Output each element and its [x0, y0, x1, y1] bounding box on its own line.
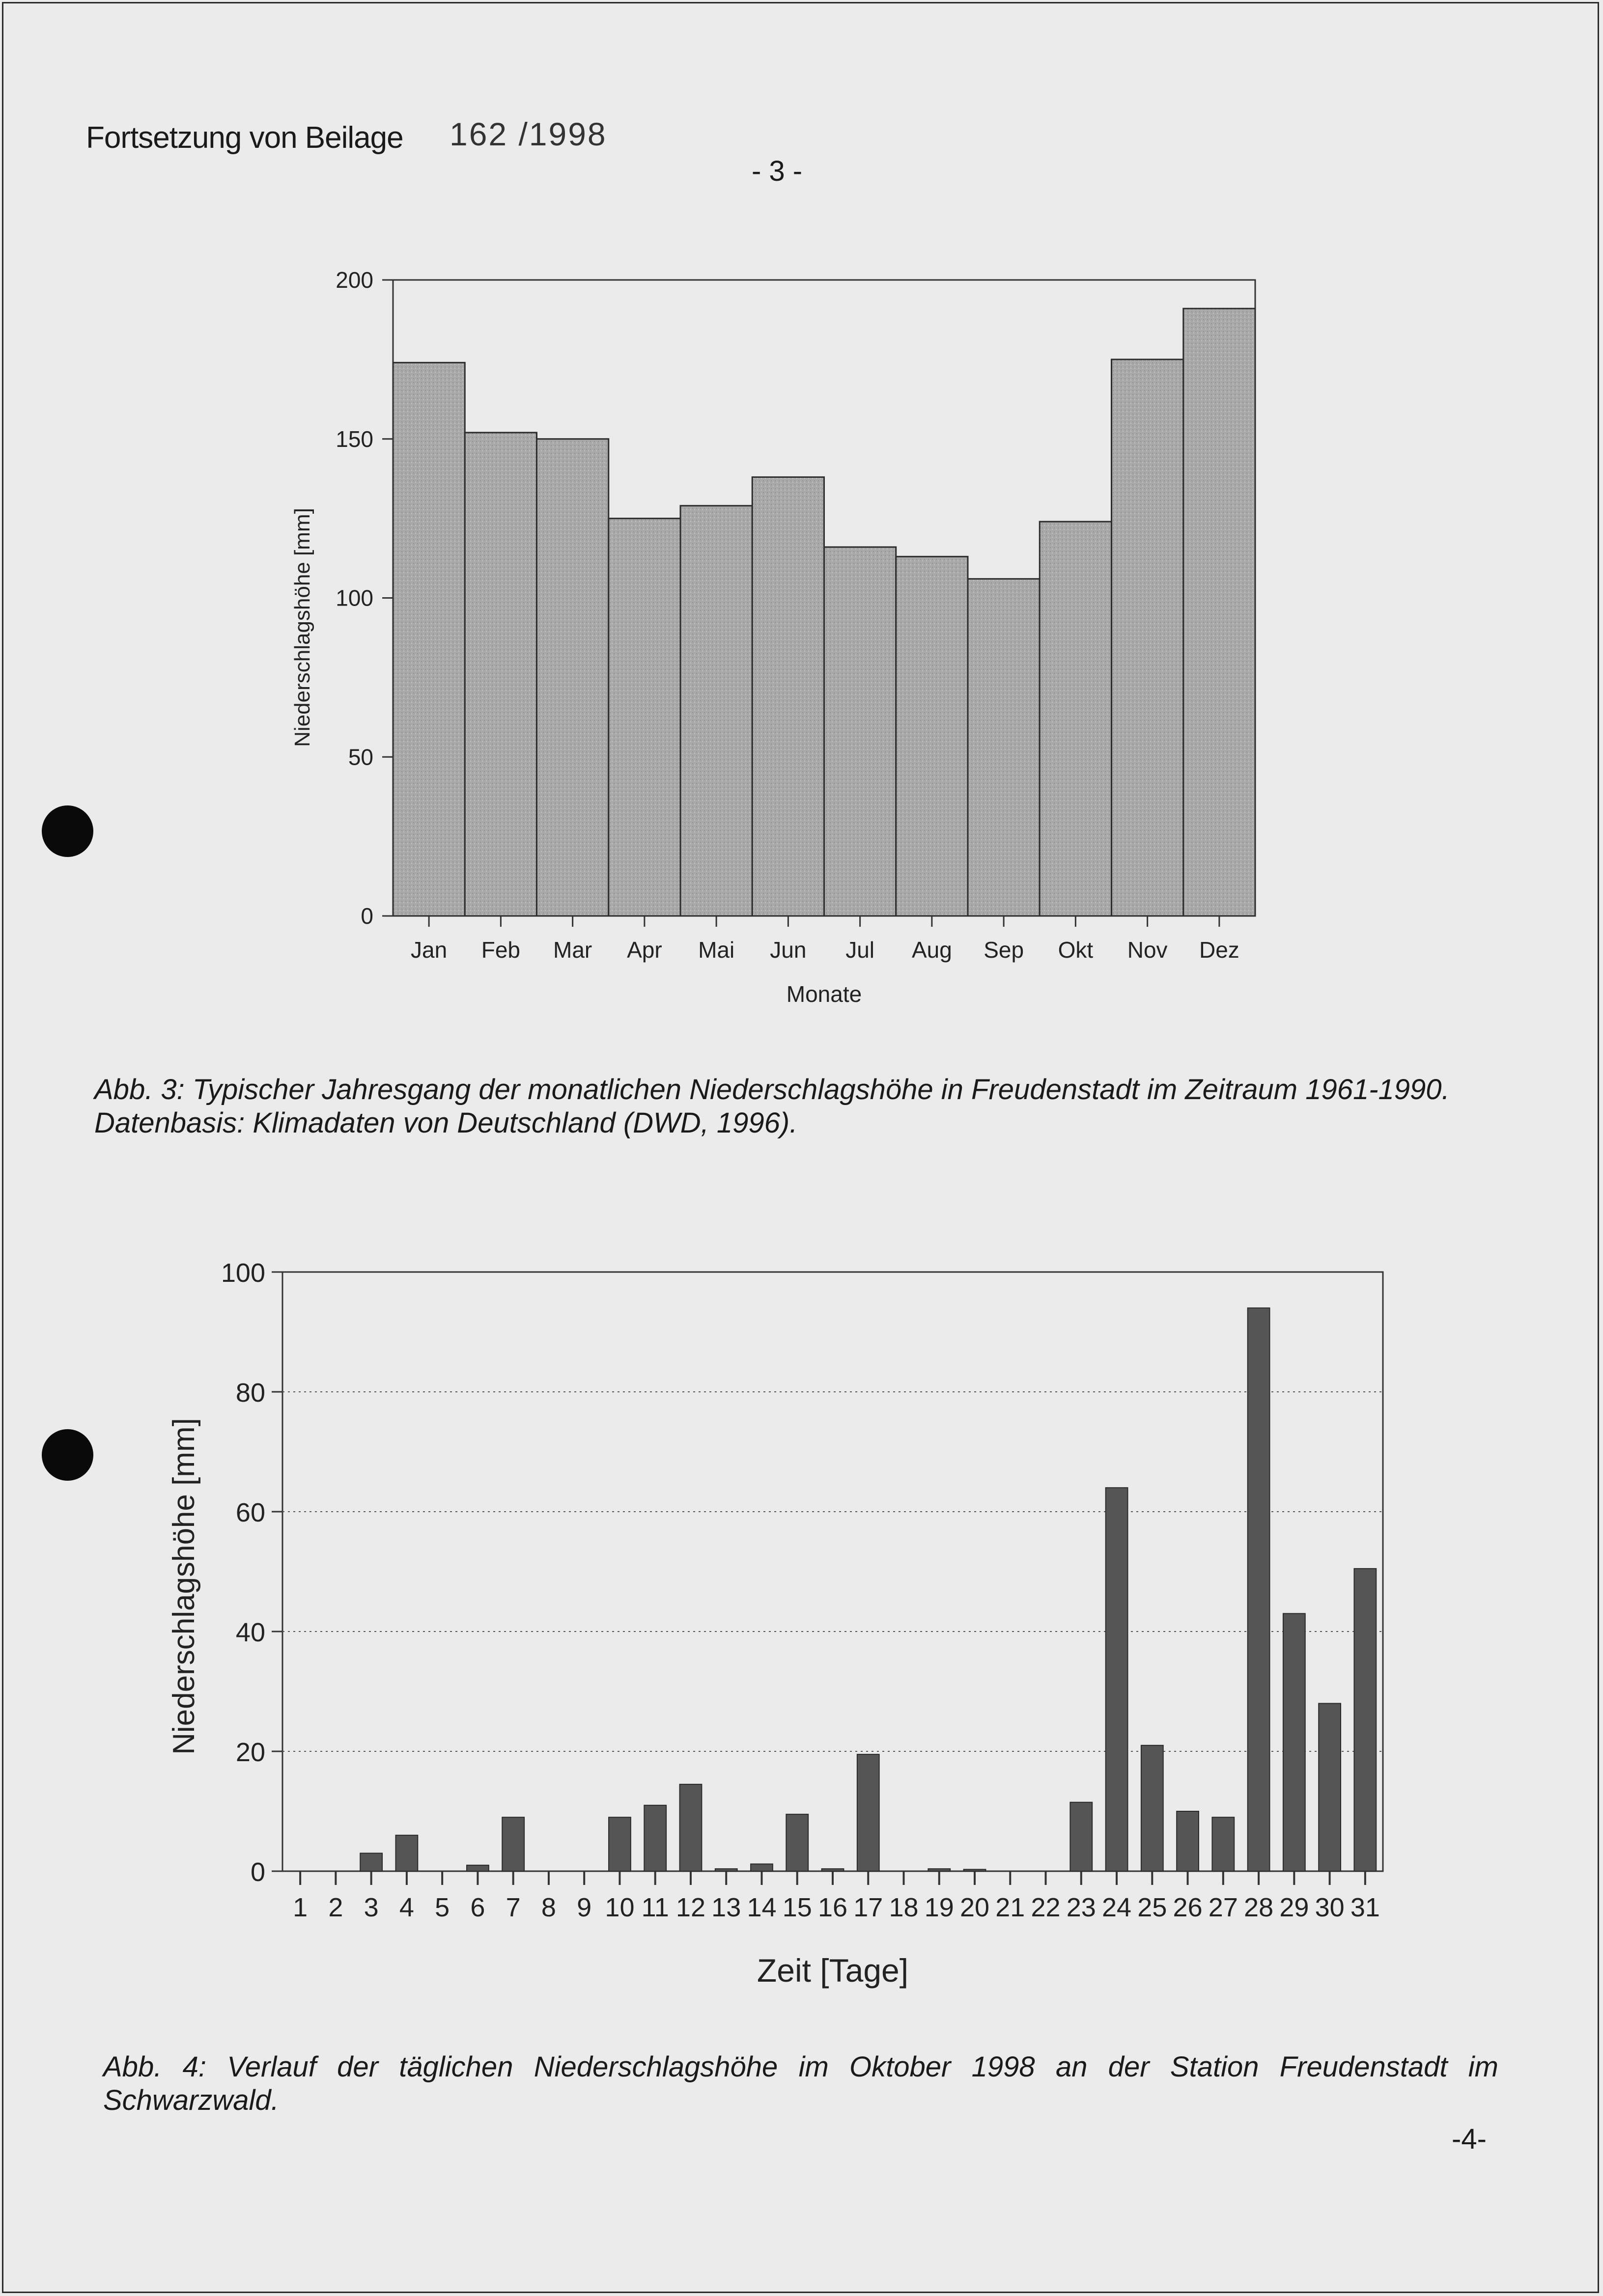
chart1-bar-Jan [393, 362, 465, 916]
chart2-x-tick-label: 10 [605, 1893, 635, 1922]
chart1-x-tick-label: Mai [698, 937, 735, 963]
chart2-bar-day-16 [822, 1869, 844, 1871]
chart1-x-tick-label: Apr [627, 937, 662, 963]
chart2-bar-day-27 [1212, 1817, 1234, 1871]
chart2-bar-day-10 [609, 1817, 631, 1871]
chart1-y-tick-label: 50 [348, 744, 373, 770]
chart2-bar-day-19 [928, 1869, 950, 1871]
chart2-x-tick-label: 4 [399, 1893, 414, 1922]
chart2-x-tick-label: 7 [506, 1893, 521, 1922]
chart1-x-tick-label: Mar [553, 937, 592, 963]
chart2-bar-day-12 [680, 1784, 702, 1871]
chart2-x-tick-label: 18 [889, 1893, 919, 1922]
chart1-y-tick-label: 100 [336, 585, 373, 611]
chart2-y-tick-label: 40 [235, 1618, 265, 1647]
chart2-plot-frame [282, 1272, 1383, 1871]
figure4-caption: Abb. 4: Verlauf der täglichen Niederschlagshöhe im Oktober 1998 an der Station Freudenstadt im Schwarzwald. [103, 2051, 1498, 2116]
chart2-bar-day-26 [1177, 1811, 1199, 1871]
chart2-x-tick-label: 28 [1244, 1893, 1274, 1922]
chart2-y-tick-label: 60 [235, 1498, 265, 1527]
chart2-bar-day-20 [964, 1869, 986, 1871]
chart2-bar-day-13 [715, 1869, 737, 1871]
chart2-bar-day-11 [644, 1805, 666, 1871]
chart2-x-tick-label: 19 [924, 1893, 954, 1922]
chart2-x-tick-label: 27 [1208, 1893, 1238, 1922]
chart2-x-tick-label: 9 [577, 1893, 592, 1922]
chart2-bar-day-14 [751, 1864, 773, 1871]
chart2-x-tick-label: 22 [1031, 1893, 1061, 1922]
chart2-x-tick-label: 24 [1102, 1893, 1132, 1922]
chart2-bar-day-15 [786, 1814, 808, 1871]
chart1-x-tick-label: Nov [1127, 937, 1168, 963]
page-number: - 3 - [752, 155, 803, 187]
chart2-x-tick-label: 14 [747, 1893, 777, 1922]
chart1-bar-Okt [1040, 522, 1111, 916]
chart1-bar-Aug [896, 556, 968, 916]
chart2-bar-day-30 [1319, 1703, 1341, 1871]
chart2-x-tick-label: 8 [541, 1893, 556, 1922]
chart2-x-tick-label: 31 [1350, 1893, 1380, 1922]
chart1-bar-Feb [465, 433, 536, 916]
chart1-y-tick-label: 200 [336, 267, 373, 293]
chart2-bar-day-4 [396, 1835, 418, 1871]
chart2-bar-day-31 [1354, 1569, 1376, 1871]
chart2-bar-day-23 [1070, 1802, 1092, 1871]
chart2-x-tick-label: 29 [1279, 1893, 1309, 1922]
chart2-bar-day-7 [502, 1817, 524, 1871]
chart2-x-tick-label: 30 [1315, 1893, 1345, 1922]
chart2-x-tick-label: 25 [1137, 1893, 1167, 1922]
chart1-bar-Jun [752, 477, 824, 916]
chart1-y-tick-label: 150 [336, 426, 373, 452]
chart2-y-tick-label: 20 [235, 1738, 265, 1767]
header-label: Fortsetzung von Beilage [86, 121, 403, 155]
chart2-x-tick-label: 20 [959, 1893, 990, 1922]
chart1-x-tick-label: Aug [911, 937, 952, 963]
chart2-x-tick-label: 16 [817, 1893, 848, 1922]
chart2-x-tick-label: 17 [853, 1893, 883, 1922]
header-number: 162 /1998 [450, 116, 607, 152]
chart1-bar-Apr [609, 519, 680, 916]
chart1-x-tick-label: Jun [770, 937, 807, 963]
chart1-bar-Dez [1183, 308, 1255, 916]
chart1-bar-Nov [1112, 360, 1183, 916]
chart2-bar-day-6 [467, 1865, 489, 1871]
chart1-bar-Jul [824, 547, 896, 916]
chart1-bar-Sep [968, 579, 1040, 916]
chart2-x-tick-label: 23 [1066, 1893, 1096, 1922]
chart1-x-axis-label: Monate [786, 981, 862, 1007]
chart1-x-tick-label: Jul [845, 937, 875, 963]
chart2-bar-day-25 [1141, 1745, 1163, 1871]
footer-page-number: -4- [1452, 2123, 1487, 2155]
chart2-x-tick-label: 15 [782, 1893, 812, 1922]
chart2-x-tick-label: 6 [470, 1893, 485, 1922]
chart1-x-tick-label: Okt [1058, 937, 1094, 963]
chart1-bar-Mai [680, 506, 752, 916]
chart2-x-tick-label: 21 [995, 1893, 1025, 1922]
chart1-x-tick-label: Jan [411, 937, 448, 963]
chart2-x-tick-label: 5 [435, 1893, 450, 1922]
chart1-x-tick-label: Sep [984, 937, 1024, 963]
chart2-x-tick-label: 13 [711, 1893, 741, 1922]
figure3-caption: Abb. 3: Typischer Jahresgang der monatlichen Niederschlagshöhe in Freudenstadt im Zeitraum 1961-1990. Datenbasis: Klimadaten von Deutschland (DWD, 1996). [94, 1074, 1450, 1139]
chart2-x-tick-label: 11 [641, 1893, 669, 1922]
chart2-x-tick-label: 12 [675, 1893, 706, 1922]
chart2-bar-day-3 [360, 1853, 382, 1871]
chart2-y-tick-label: 100 [221, 1258, 265, 1288]
chart2-y-axis-label: Niederschlagshöhe [mm] [167, 1418, 201, 1755]
chart2-bar-day-28 [1248, 1308, 1270, 1871]
chart2-x-tick-label: 3 [364, 1893, 379, 1922]
chart2-y-tick-label: 0 [250, 1857, 265, 1887]
chart2-x-tick-label: 2 [328, 1893, 343, 1922]
chart1-bar-Mar [537, 439, 609, 916]
chart2-bar-day-29 [1283, 1613, 1305, 1871]
chart1-y-axis-label: Niederschlagshöhe [mm] [290, 508, 314, 747]
chart1-x-tick-label: Dez [1199, 937, 1239, 963]
chart2-y-tick-label: 80 [235, 1378, 265, 1408]
chart2-bar-day-17 [857, 1754, 879, 1871]
chart1-x-tick-label: Feb [481, 937, 521, 963]
chart2-x-tick-label: 1 [293, 1893, 308, 1922]
chart2-x-tick-label: 26 [1173, 1893, 1203, 1922]
chart1-y-tick-label: 0 [361, 903, 373, 929]
chart2-x-axis-label: Zeit [Tage] [757, 1952, 909, 1989]
chart2-bar-day-24 [1106, 1488, 1128, 1871]
